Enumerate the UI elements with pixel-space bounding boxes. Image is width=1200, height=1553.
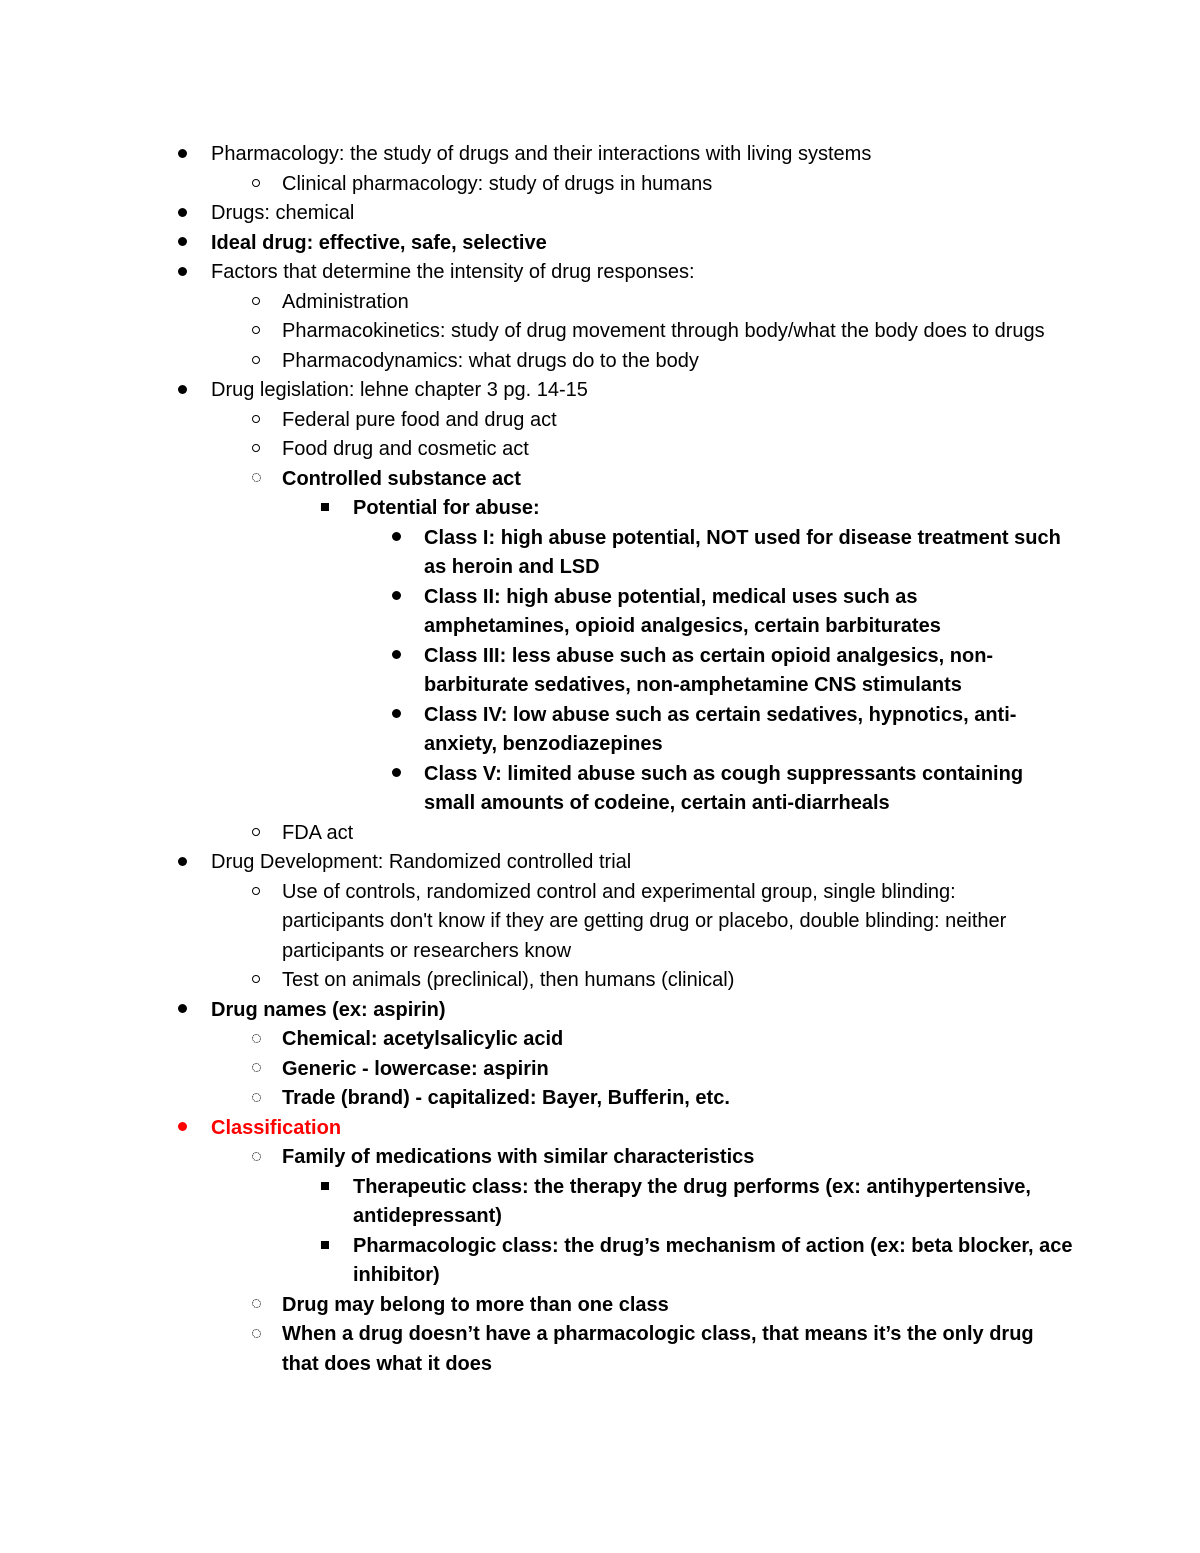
list-item [0,347,1200,377]
bullet-dot-icon [172,848,192,878]
bullet-square-icon [315,1232,335,1262]
list-item [0,1232,1200,1291]
bullet-dot-icon [172,996,192,1026]
list-item [0,229,1200,259]
list-item [0,642,1200,701]
list-item [0,376,1200,406]
list-item-text: Test on animals (preclinical), then humans (clinical) [282,969,735,991]
list-item-text: Ideal drug: effective, safe, selective [211,231,547,254]
bullet-dot-icon [172,258,192,288]
list-item-text: Clinical pharmacology: study of drugs in humans [282,172,713,195]
list-item [0,996,1200,1026]
list-item-text: Pharmacologic class: the drug’s mechanism of action (ex: beta blocker, ace inhibitor) [353,1234,1073,1286]
list-item-text: Chemical: acetylsalicylic acid [282,1028,564,1050]
list-item [0,288,1200,318]
list-item [0,701,1200,760]
list-item [0,1291,1200,1321]
bullet-dotted-ring-icon [246,1291,266,1321]
list-item-text: FDA act [282,821,354,844]
bullet-ring-icon [246,406,266,436]
bullet-dot-icon [386,760,406,790]
list-item-text: Factors that determine the intensity of drug responses: [211,261,695,283]
list-item-text: Family of medications with similar characteristics [282,1146,755,1168]
list-item [0,199,1200,229]
list-item [0,465,1200,495]
list-item-text: Class V: limited abuse such as cough suppressants containing small amounts of codeine, certain anti-diarrheals [424,762,1024,814]
list-item-text: Federal pure food and drug act [282,408,557,431]
list-item [0,435,1200,465]
list-item [0,258,1200,288]
bullet-dot-icon [386,583,406,613]
bullet-dot-icon [172,140,192,170]
list-item-text: Pharmacodynamics: what drugs do to the body [282,349,699,372]
list-item-text: Controlled substance act [282,467,521,490]
list-item-text: Pharmacokinetics: study of drug movement through body/what the body does to drugs [282,320,1045,342]
list-item-text: Class IV: low abuse such as certain sedatives, hypnotics, anti-anxiety, benzodiazepines [424,703,1017,755]
list-item [0,848,1200,878]
bullet-dot-icon [386,524,406,554]
bullet-ring-icon [246,878,266,908]
list-item [0,878,1200,967]
bullet-dotted-ring-icon [246,1084,266,1114]
bullet-square-icon [315,494,335,524]
bullet-dot-icon [172,229,192,259]
list-item [0,406,1200,436]
list-item [0,524,1200,583]
list-item-text: Class I: high abuse potential, NOT used for disease treatment such as heroin and LSD [424,526,1061,578]
bullet-ring-icon [246,435,266,465]
list-item-text: Classification [211,1116,342,1139]
list-item [0,1084,1200,1114]
list-item [0,1025,1200,1055]
bullet-dot-icon [172,199,192,229]
bullet-dotted-ring-icon [246,1025,266,1055]
bullet-dot-icon [172,1114,192,1144]
list-item [0,1143,1200,1173]
list-item-text: Pharmacology: the study of drugs and their interactions with living systems [211,143,872,165]
list-item [0,583,1200,642]
bullet-dotted-ring-icon [246,465,266,495]
bullet-dotted-ring-icon [246,1055,266,1085]
list-item [0,1055,1200,1085]
bullet-ring-icon [246,317,266,347]
bullet-ring-icon [246,819,266,849]
list-item-text: Generic - lowercase: aspirin [282,1057,549,1080]
bullet-dotted-ring-icon [246,1320,266,1350]
bullet-dotted-ring-icon [246,1143,266,1173]
list-item-text: Drug legislation: lehne chapter 3 pg. 14-15 [211,379,588,401]
bullet-dot-icon [386,701,406,731]
list-item [0,170,1200,200]
bullet-ring-icon [246,347,266,377]
list-item [0,1173,1200,1232]
list-item [0,317,1200,347]
bullet-ring-icon [246,288,266,318]
list-item-text: Drug Development: Randomized controlled trial [211,851,632,873]
list-item-text: Drug names (ex: aspirin) [211,998,446,1021]
list-item-text: Trade (brand) - capitalized: Bayer, Bufferin, etc. [282,1087,730,1109]
list-item [0,760,1200,819]
list-item-text: Class III: less abuse such as certain opioid analgesics, non-barbiturate sedatives, non-amphetamine CNS stimulants [424,644,994,696]
bullet-ring-icon [246,966,266,996]
list-item [0,966,1200,996]
bullet-dot-icon [172,376,192,406]
list-item-text: Food drug and cosmetic act [282,438,529,460]
bullet-square-icon [315,1173,335,1203]
list-item [0,1320,1200,1379]
bullet-dot-icon [386,642,406,672]
document-page [0,140,1200,1379]
list-item-text: When a drug doesn’t have a pharmacologic class, that means it’s the only drug that does what it does [282,1323,1034,1375]
list-item [0,1114,1200,1144]
list-item-text: Class II: high abuse potential, medical uses such as amphetamines, opioid analgesics, certain barbiturates [424,585,941,637]
list-item [0,494,1200,524]
list-item [0,819,1200,849]
list-item-text: Administration [282,290,409,313]
list-item [0,140,1200,170]
list-item-text: Use of controls, randomized control and experimental group, single blinding: participants don't know if they are getting drug or placebo, double blinding: neither participants or researchers know [282,880,1007,962]
bullet-ring-icon [246,170,266,200]
list-item-text: Potential for abuse: [353,497,540,519]
list-item-text: Therapeutic class: the therapy the drug performs (ex: antihypertensive, antidepressant) [353,1175,1031,1227]
list-item-text: Drug may belong to more than one class [282,1293,669,1316]
list-item-text: Drugs: chemical [211,202,355,224]
